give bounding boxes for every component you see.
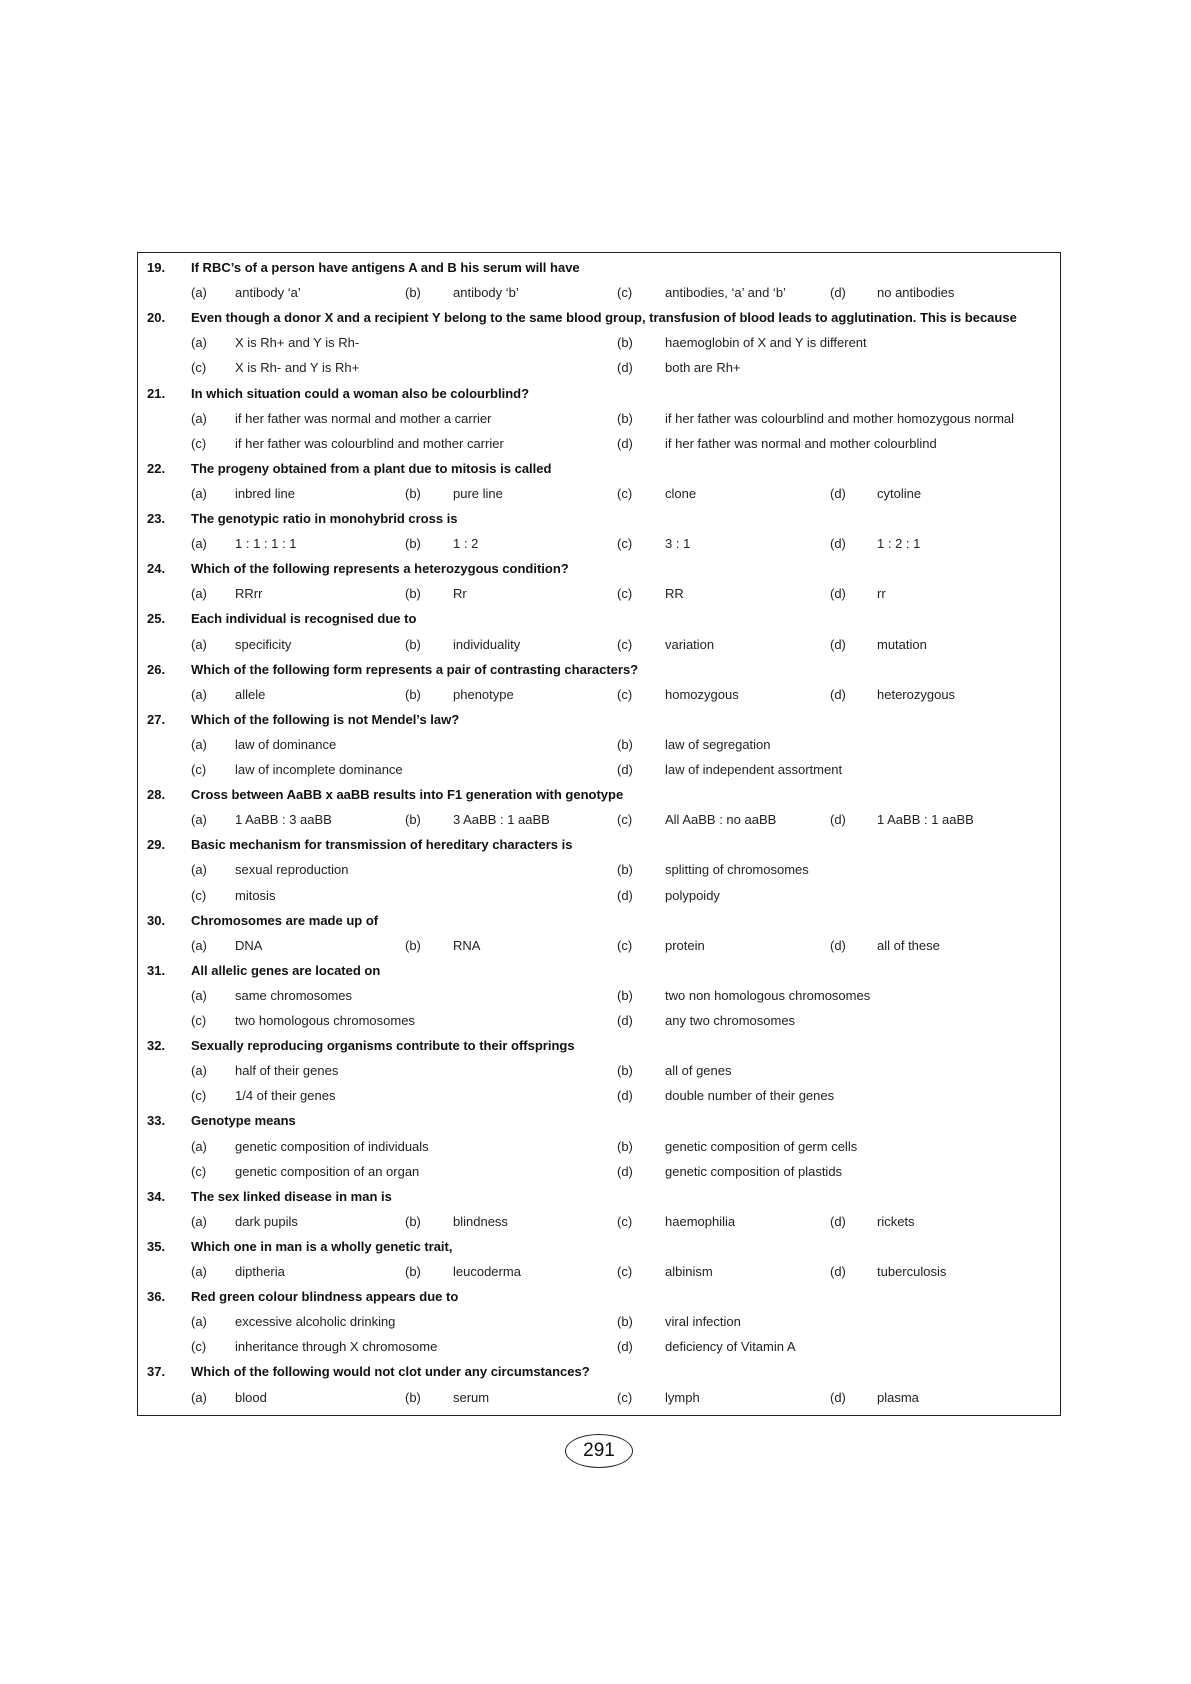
option-label: (c) bbox=[617, 686, 633, 702]
option-text: law of segregation bbox=[665, 736, 771, 752]
option-text: if her father was colourblind and mother homozygous normal bbox=[665, 410, 1015, 426]
option-label: (d) bbox=[830, 686, 846, 702]
option-text: excessive alcoholic drinking bbox=[235, 1314, 396, 1330]
question-text: Basic mechanism for transmission of hereditary characters is bbox=[191, 837, 573, 853]
question-row bbox=[138, 305, 1060, 330]
options-row bbox=[138, 531, 1060, 556]
question-row bbox=[138, 1234, 1060, 1259]
option-label: (b) bbox=[617, 862, 633, 878]
option-text: pure line bbox=[453, 485, 503, 501]
option-text: genetic composition of an organ bbox=[235, 1163, 420, 1179]
question-text: Red green colour blindness appears due to bbox=[191, 1289, 459, 1305]
option-text: rr bbox=[877, 586, 886, 602]
question-text: Genotype means bbox=[191, 1113, 296, 1129]
options-row bbox=[138, 933, 1060, 958]
option-label: (d) bbox=[830, 812, 846, 828]
question-number: 19. bbox=[147, 260, 166, 275]
option-text: 1 : 2 : 1 bbox=[877, 536, 921, 552]
option-text: double number of their genes bbox=[665, 1088, 835, 1104]
question-text: The genotypic ratio in monohybrid cross is bbox=[191, 511, 458, 526]
question-box bbox=[137, 252, 1061, 1416]
options-row bbox=[138, 355, 1060, 380]
options-row bbox=[138, 807, 1060, 832]
option-label: (a) bbox=[191, 937, 207, 953]
option-label: (a) bbox=[191, 1213, 207, 1229]
option-label: (d) bbox=[617, 762, 633, 777]
question-number: 29. bbox=[147, 837, 166, 853]
options-row bbox=[138, 682, 1060, 707]
question-text: Which of the following would not clot under any circumstances? bbox=[191, 1364, 590, 1380]
question-number: 32. bbox=[147, 1038, 166, 1054]
question-row bbox=[138, 556, 1060, 581]
option-label: (a) bbox=[191, 686, 207, 702]
option-text: if her father was colourblind and mother carrier bbox=[235, 435, 504, 451]
option-text: polypoidy bbox=[665, 887, 720, 903]
question-text: If RBC’s of a person have antigens A and B his serum will have bbox=[191, 260, 580, 275]
options-row bbox=[138, 1209, 1060, 1234]
option-text: 3 AaBB : 1 aaBB bbox=[453, 812, 550, 828]
option-text: 3 : 1 bbox=[665, 536, 691, 552]
question-number: 36. bbox=[147, 1289, 166, 1305]
option-label: (b) bbox=[617, 335, 633, 351]
option-text: all of genes bbox=[665, 1063, 732, 1079]
question-row bbox=[138, 1284, 1060, 1309]
option-label: (a) bbox=[191, 1138, 207, 1154]
option-text: blindness bbox=[453, 1213, 508, 1229]
option-label: (c) bbox=[191, 1088, 207, 1104]
option-label: (a) bbox=[191, 1264, 207, 1279]
option-text: 1 AaBB : 3 aaBB bbox=[235, 812, 332, 828]
options-row bbox=[138, 1058, 1060, 1083]
question-row bbox=[138, 832, 1060, 857]
options-row bbox=[138, 406, 1060, 431]
option-label: (a) bbox=[191, 1314, 207, 1330]
option-label: (d) bbox=[617, 1339, 633, 1355]
option-text: variation bbox=[665, 636, 715, 652]
question-row bbox=[138, 908, 1060, 933]
option-text: allele bbox=[235, 686, 266, 702]
option-label: (a) bbox=[191, 536, 207, 552]
option-label: (b) bbox=[617, 736, 633, 752]
option-text: all of these bbox=[877, 937, 940, 953]
option-label: (c) bbox=[191, 435, 207, 451]
question-row bbox=[138, 606, 1060, 631]
option-text: cytoline bbox=[877, 485, 922, 501]
option-text: diptheria bbox=[235, 1264, 285, 1279]
option-label: (d) bbox=[617, 1013, 633, 1028]
question-text: In which situation could a woman also be colourblind? bbox=[191, 385, 530, 401]
option-label: (b) bbox=[405, 536, 421, 552]
option-text: Rr bbox=[453, 586, 467, 602]
option-text: antibody ‘b’ bbox=[453, 285, 519, 301]
option-text: RNA bbox=[453, 937, 481, 953]
question-number: 33. bbox=[147, 1113, 166, 1129]
option-label: (b) bbox=[405, 812, 421, 828]
option-label: (b) bbox=[617, 987, 633, 1003]
option-label: (c) bbox=[617, 937, 633, 953]
options-row bbox=[138, 280, 1060, 305]
question-text: Chromosomes are made up of bbox=[191, 912, 379, 928]
option-text: inbred line bbox=[235, 485, 295, 501]
option-text: specificity bbox=[235, 636, 292, 652]
option-text: clone bbox=[665, 485, 697, 501]
option-text: haemoglobin of X and Y is different bbox=[665, 335, 867, 351]
option-label: (c) bbox=[617, 536, 633, 552]
option-text: both are Rh+ bbox=[665, 360, 741, 376]
question-number: 34. bbox=[147, 1188, 166, 1204]
option-label: (a) bbox=[191, 1063, 207, 1079]
option-text: 1 : 2 bbox=[453, 536, 479, 552]
options-row bbox=[138, 883, 1060, 908]
question-text: Which of the following represents a heterozygous condition? bbox=[191, 561, 569, 577]
option-label: (b) bbox=[405, 285, 421, 301]
option-label: (a) bbox=[191, 586, 207, 602]
option-text: X is Rh+ and Y is Rh- bbox=[235, 335, 360, 351]
option-label: (b) bbox=[405, 1264, 421, 1279]
options-row bbox=[138, 632, 1060, 657]
option-label: (a) bbox=[191, 485, 207, 501]
option-text: two non homologous chromosomes bbox=[665, 987, 871, 1003]
option-label: (d) bbox=[830, 586, 846, 602]
option-label: (d) bbox=[830, 1264, 846, 1279]
option-label: (d) bbox=[830, 485, 846, 501]
option-text: genetic composition of individuals bbox=[235, 1138, 429, 1154]
question-text: Which of the following form represents a pair of contrasting characters? bbox=[191, 661, 639, 677]
options-row bbox=[138, 732, 1060, 757]
options-row bbox=[138, 581, 1060, 606]
option-text: deficiency of Vitamin A bbox=[665, 1339, 796, 1355]
option-text: All AaBB : no aaBB bbox=[665, 812, 777, 828]
option-label: (c) bbox=[191, 1013, 207, 1028]
option-label: (d) bbox=[830, 1213, 846, 1229]
option-label: (c) bbox=[617, 485, 633, 501]
option-text: homozygous bbox=[665, 686, 739, 702]
option-text: plasma bbox=[877, 1389, 919, 1405]
question-number: 22. bbox=[147, 460, 166, 476]
options-row bbox=[138, 330, 1060, 355]
question-row bbox=[138, 1108, 1060, 1133]
option-label: (a) bbox=[191, 410, 207, 426]
option-text: RRrr bbox=[235, 586, 263, 602]
option-label: (b) bbox=[405, 586, 421, 602]
option-label: (a) bbox=[191, 335, 207, 351]
option-label: (b) bbox=[405, 636, 421, 652]
question-text: Even though a donor X and a recipient Y belong to the same blood group, transfusion of blood leads to agglutination. This is because bbox=[191, 310, 1017, 326]
question-number: 35. bbox=[147, 1238, 166, 1254]
option-label: (c) bbox=[617, 636, 633, 652]
option-label: (d) bbox=[830, 1389, 846, 1405]
option-label: (a) bbox=[191, 987, 207, 1003]
option-label: (c) bbox=[191, 1163, 207, 1179]
option-text: 1/4 of their genes bbox=[235, 1088, 336, 1104]
option-text: any two chromosomes bbox=[665, 1013, 796, 1028]
option-label: (a) bbox=[191, 736, 207, 752]
options-row bbox=[138, 1134, 1060, 1159]
question-number: 31. bbox=[147, 962, 166, 978]
option-text: genetic composition of plastids bbox=[665, 1163, 843, 1179]
option-label: (b) bbox=[617, 1138, 633, 1154]
option-text: 1 : 1 : 1 : 1 bbox=[235, 536, 297, 552]
option-label: (a) bbox=[191, 862, 207, 878]
question-text: Which one in man is a wholly genetic trait, bbox=[191, 1238, 453, 1254]
question-row bbox=[138, 456, 1060, 481]
options-row bbox=[138, 983, 1060, 1008]
option-text: splitting of chromosomes bbox=[665, 862, 809, 878]
option-label: (c) bbox=[191, 360, 207, 376]
option-text: individuality bbox=[453, 636, 521, 652]
question-text: Which of the following is not Mendel’s law? bbox=[191, 711, 460, 727]
option-text: mutation bbox=[877, 636, 927, 652]
option-label: (b) bbox=[617, 1314, 633, 1330]
option-label: (c) bbox=[617, 1389, 633, 1405]
question-number: 37. bbox=[147, 1364, 166, 1380]
question-number: 20. bbox=[147, 310, 166, 326]
question-row bbox=[138, 657, 1060, 682]
option-label: (c) bbox=[617, 586, 633, 602]
option-text: serum bbox=[453, 1389, 490, 1405]
option-text: if her father was normal and mother a carrier bbox=[235, 410, 492, 426]
option-text: antibody ‘a’ bbox=[235, 285, 301, 301]
option-label: (b) bbox=[405, 1389, 421, 1405]
option-label: (b) bbox=[405, 937, 421, 953]
options-row bbox=[138, 1309, 1060, 1334]
question-number: 25. bbox=[147, 611, 166, 627]
option-text: dark pupils bbox=[235, 1213, 298, 1229]
option-text: law of independent assortment bbox=[665, 762, 843, 777]
option-label: (b) bbox=[617, 1063, 633, 1079]
options-row bbox=[138, 1159, 1060, 1184]
option-text: rickets bbox=[877, 1213, 915, 1229]
option-text: lymph bbox=[665, 1389, 700, 1405]
question-number: 26. bbox=[147, 661, 166, 677]
options-row bbox=[138, 857, 1060, 882]
question-row bbox=[138, 1033, 1060, 1058]
options-row bbox=[138, 481, 1060, 506]
option-label: (b) bbox=[405, 485, 421, 501]
option-text: 1 AaBB : 1 aaBB bbox=[877, 812, 974, 828]
options-row bbox=[138, 1083, 1060, 1108]
option-label: (d) bbox=[830, 636, 846, 652]
option-text: DNA bbox=[235, 937, 263, 953]
options-row bbox=[138, 757, 1060, 782]
option-text: viral infection bbox=[665, 1314, 741, 1330]
question-text: All allelic genes are located on bbox=[191, 962, 381, 978]
question-text: Sexually reproducing organisms contribute to their offsprings bbox=[191, 1038, 575, 1054]
options-row bbox=[138, 431, 1060, 456]
question-number: 28. bbox=[147, 787, 166, 803]
page-number: 291 bbox=[565, 1434, 633, 1468]
options-row bbox=[138, 1008, 1060, 1033]
option-label: (c) bbox=[191, 887, 207, 903]
option-text: same chromosomes bbox=[235, 987, 353, 1003]
option-label: (a) bbox=[191, 1389, 207, 1405]
question-row bbox=[138, 506, 1060, 531]
option-label: (d) bbox=[617, 1088, 633, 1104]
option-text: albinism bbox=[665, 1264, 713, 1279]
option-text: tuberculosis bbox=[877, 1264, 947, 1279]
option-label: (c) bbox=[617, 1213, 633, 1229]
option-label: (c) bbox=[191, 762, 207, 777]
option-text: X is Rh- and Y is Rh+ bbox=[235, 360, 360, 376]
option-label: (a) bbox=[191, 285, 207, 301]
question-row bbox=[138, 381, 1060, 406]
option-label: (b) bbox=[405, 1213, 421, 1229]
option-label: (d) bbox=[830, 536, 846, 552]
option-label: (c) bbox=[617, 1264, 633, 1279]
options-row bbox=[138, 1259, 1060, 1284]
option-text: law of incomplete dominance bbox=[235, 762, 403, 777]
question-row bbox=[138, 1184, 1060, 1209]
option-text: phenotype bbox=[453, 686, 514, 702]
question-text: The sex linked disease in man is bbox=[191, 1188, 392, 1204]
question-text: Cross between AaBB x aaBB results into F1 generation with genotype bbox=[191, 787, 624, 803]
question-row bbox=[138, 782, 1060, 807]
question-row bbox=[138, 707, 1060, 732]
question-row bbox=[138, 1359, 1060, 1384]
option-label: (d) bbox=[617, 435, 633, 451]
option-text: leucoderma bbox=[453, 1264, 521, 1279]
question-number: 23. bbox=[147, 511, 166, 526]
option-text: protein bbox=[665, 937, 705, 953]
question-text: The progeny obtained from a plant due to mitosis is called bbox=[191, 460, 552, 476]
option-text: two homologous chromosomes bbox=[235, 1013, 415, 1028]
option-label: (d) bbox=[617, 360, 633, 376]
option-label: (a) bbox=[191, 812, 207, 828]
option-label: (d) bbox=[830, 285, 846, 301]
option-text: inheritance through X chromosome bbox=[235, 1339, 438, 1355]
option-label: (c) bbox=[191, 1339, 207, 1355]
question-row bbox=[138, 958, 1060, 983]
option-text: mitosis bbox=[235, 887, 276, 903]
question-number: 21. bbox=[147, 385, 166, 401]
question-text: Each individual is recognised due to bbox=[191, 611, 417, 627]
option-label: (d) bbox=[617, 1163, 633, 1179]
option-label: (b) bbox=[617, 410, 633, 426]
options-row bbox=[138, 1334, 1060, 1359]
option-label: (c) bbox=[617, 285, 633, 301]
question-number: 30. bbox=[147, 912, 166, 928]
option-text: RR bbox=[665, 586, 684, 602]
question-number: 24. bbox=[147, 561, 166, 577]
option-label: (d) bbox=[617, 887, 633, 903]
question-number: 27. bbox=[147, 711, 166, 727]
option-text: law of dominance bbox=[235, 736, 337, 752]
option-text: if her father was normal and mother colourblind bbox=[665, 435, 937, 451]
option-text: no antibodies bbox=[877, 285, 955, 301]
option-text: half of their genes bbox=[235, 1063, 339, 1079]
option-label: (b) bbox=[405, 686, 421, 702]
option-label: (a) bbox=[191, 636, 207, 652]
option-text: sexual reproduction bbox=[235, 862, 349, 878]
option-label: (c) bbox=[617, 812, 633, 828]
option-label: (d) bbox=[830, 937, 846, 953]
question-row bbox=[138, 255, 1060, 280]
option-text: antibodies, ‘a’ and ‘b’ bbox=[665, 285, 786, 301]
options-row bbox=[138, 1385, 1060, 1410]
option-text: genetic composition of germ cells bbox=[665, 1138, 858, 1154]
option-text: blood bbox=[235, 1389, 267, 1405]
option-text: heterozygous bbox=[877, 686, 956, 702]
option-text: haemophilia bbox=[665, 1213, 736, 1229]
